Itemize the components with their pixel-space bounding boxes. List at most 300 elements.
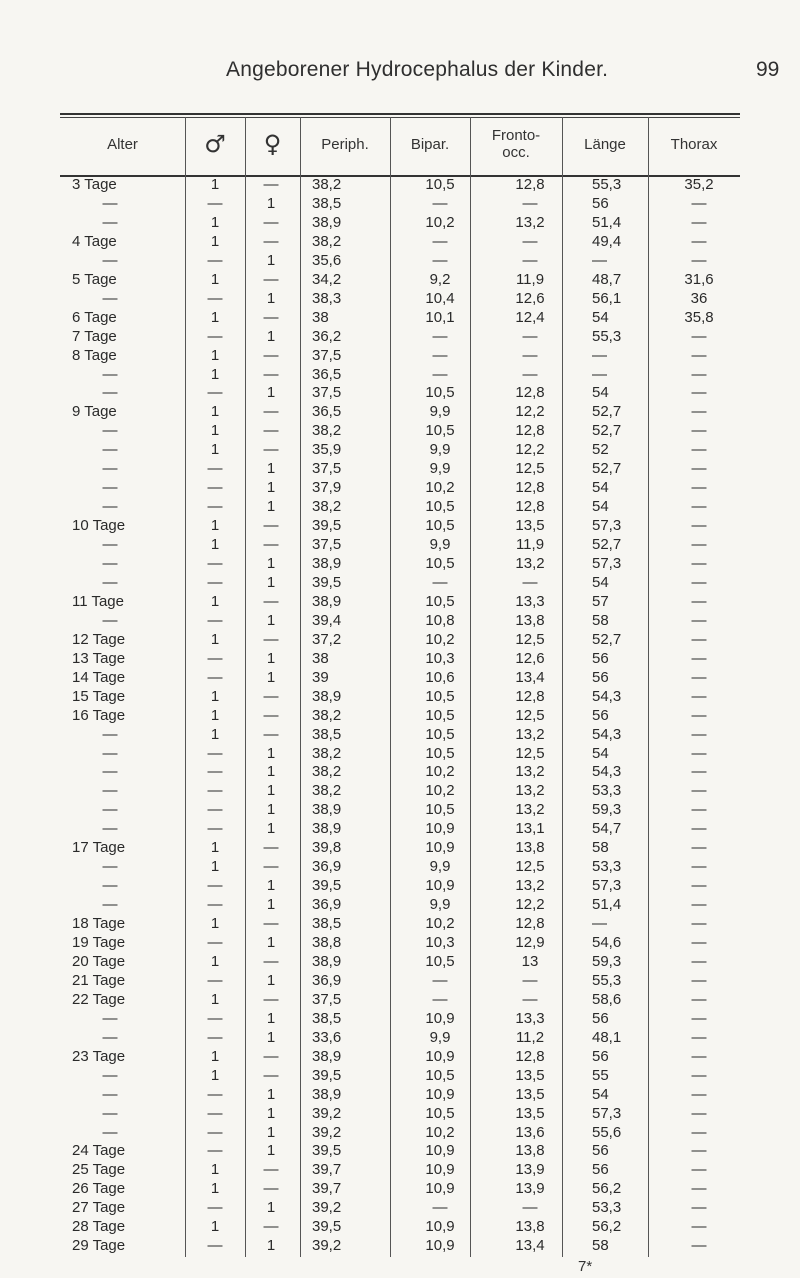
cell-bipar: 10,5 [425, 592, 455, 610]
header-laenge: Länge [584, 135, 626, 153]
cell-male: — [207, 934, 223, 951]
cell-age [60, 385, 160, 401]
cell-thorax: — [691, 365, 707, 383]
cell-bipar: 10,9 [425, 839, 455, 857]
age-label: — [102, 744, 118, 762]
cell-bipar: — [432, 990, 448, 1008]
cell-fronto-occ: 12,5 [515, 858, 545, 876]
cell-periph: 39,5 [312, 1218, 342, 1236]
cell-periph: 38 [312, 308, 329, 326]
cell-bipar: — [432, 573, 448, 591]
cell-fronto-occ: — [522, 346, 538, 364]
cell-female: 1 [266, 763, 276, 781]
cell-age [60, 840, 160, 856]
age-label: — [102, 611, 118, 629]
cell-bipar: 10,5 [425, 687, 455, 705]
cell-periph: 37,5 [312, 346, 342, 364]
age-label: 24 Tage [72, 1142, 126, 1160]
cell-thorax: — [691, 1237, 707, 1255]
cell-male: — [207, 384, 223, 402]
cell-thorax: — [691, 1180, 707, 1198]
cell-thorax: — [691, 536, 707, 554]
signature-mark: 7* [578, 1258, 593, 1275]
age-label: — [102, 858, 118, 876]
age-label: 16 Tage [72, 706, 126, 724]
table-row [60, 878, 740, 894]
cell-female: 1 [266, 1104, 276, 1122]
age-label: 20 Tage [72, 952, 126, 970]
cell-fronto-occ: 13,9 [515, 1180, 545, 1198]
cell-fronto-occ: 12,5 [515, 460, 545, 478]
cell-periph: 37,2 [312, 630, 342, 648]
cell-laenge: 55,3 [592, 971, 622, 989]
cell-periph: 37,9 [312, 479, 342, 497]
table-row [60, 1106, 740, 1122]
age-label: — [102, 555, 118, 572]
cell-fronto-occ: — [522, 365, 538, 383]
cell-thorax: — [691, 971, 707, 989]
cell-male: 1 [210, 346, 220, 364]
cell-thorax: — [691, 384, 707, 402]
cell-periph: 38,8 [312, 934, 342, 951]
cell-thorax: — [691, 1123, 707, 1141]
cell-female: — [263, 592, 279, 610]
age-label: 9 Tage [72, 403, 117, 421]
age-label: 11 Tage [72, 592, 124, 610]
cell-female: 1 [266, 251, 276, 269]
cell-male: — [207, 1028, 223, 1046]
cell-thorax: 35,8 [684, 308, 714, 326]
cell-thorax: — [691, 1218, 707, 1236]
cell-periph: 35,9 [312, 441, 342, 459]
table-row [60, 329, 740, 345]
cell-thorax: — [691, 649, 707, 667]
cell-male: — [207, 1009, 223, 1027]
table-row [60, 537, 740, 553]
cell-male: 1 [210, 232, 220, 250]
cell-periph: 39,5 [312, 1142, 342, 1160]
table-row [60, 670, 740, 686]
cell-fronto-occ: 12,8 [515, 384, 545, 402]
cell-fronto-occ: — [522, 327, 538, 345]
cell-fronto-occ: 13,8 [515, 1142, 545, 1160]
cell-laenge: 48,1 [592, 1028, 622, 1046]
cell-female: 1 [266, 801, 276, 819]
cell-female: 1 [266, 194, 276, 212]
age-label: — [102, 763, 118, 781]
age-label: — [102, 384, 118, 402]
cell-female: 1 [266, 934, 276, 951]
cell-female: 1 [266, 1237, 276, 1255]
cell-age [60, 272, 160, 288]
table-row [60, 1219, 740, 1235]
cell-periph: 39,7 [312, 1161, 342, 1179]
cell-male: — [207, 649, 223, 667]
cell-fronto-occ: 12,8 [515, 915, 545, 933]
cell-periph: 35,6 [312, 251, 342, 269]
cell-thorax: — [691, 1066, 707, 1084]
cell-age [60, 802, 160, 818]
age-label: 13 Tage [72, 649, 126, 667]
age-label: — [102, 725, 118, 743]
cell-bipar: 10,5 [425, 801, 455, 819]
age-label: — [102, 1085, 118, 1103]
cell-age [60, 992, 160, 1008]
cell-thorax: — [691, 403, 707, 421]
cell-male: 1 [210, 725, 220, 743]
cell-age [60, 442, 160, 458]
cell-male: — [207, 327, 223, 345]
age-label: 17 Tage [72, 839, 126, 857]
cell-laenge: 57,3 [592, 517, 622, 535]
cell-age [60, 329, 160, 345]
table-row [60, 651, 740, 667]
cell-female: 1 [266, 744, 276, 762]
cell-fronto-occ: — [522, 990, 538, 1008]
cell-laenge: 49,4 [592, 232, 622, 250]
cell-female: — [263, 1218, 279, 1236]
cell-fronto-occ: 13,5 [515, 1066, 545, 1084]
cell-male: — [207, 1199, 223, 1217]
cell-male: — [207, 1085, 223, 1103]
age-label: 29 Tage [72, 1237, 126, 1255]
cell-male: — [207, 668, 223, 686]
cell-thorax: — [691, 744, 707, 762]
cell-female: 1 [266, 971, 276, 989]
cell-thorax: — [691, 1028, 707, 1046]
cell-thorax: 36 [690, 289, 708, 307]
cell-fronto-occ: — [522, 971, 538, 989]
cell-fronto-occ: 12,5 [515, 744, 545, 762]
cell-bipar: 10,1 [425, 308, 455, 326]
cell-laenge: 54 [592, 1085, 609, 1103]
cell-thorax: — [691, 611, 707, 629]
table-row [60, 499, 740, 515]
cell-bipar: 10,5 [425, 706, 455, 724]
cell-female: 1 [266, 384, 276, 402]
cell-periph: 38,9 [312, 592, 342, 610]
cell-male: — [207, 763, 223, 781]
cell-age [60, 575, 160, 591]
cell-male: — [207, 251, 223, 269]
cell-laenge: 58,6 [592, 990, 622, 1008]
cell-male: — [207, 820, 223, 838]
cell-bipar: 10,9 [425, 1161, 455, 1179]
cell-periph: 37,5 [312, 536, 342, 554]
cell-laenge: 52,7 [592, 630, 622, 648]
cell-laenge: 55,3 [592, 327, 622, 345]
age-label: — [102, 498, 118, 516]
age-label: 3 Tage [72, 176, 117, 193]
cell-laenge: 54 [592, 479, 609, 497]
cell-age [60, 746, 160, 762]
cell-age [60, 859, 160, 875]
cell-age [60, 518, 160, 534]
cell-male: — [207, 877, 223, 895]
cell-laenge: 56 [592, 706, 609, 724]
cell-bipar: — [432, 327, 448, 345]
cell-male: — [207, 801, 223, 819]
cell-laenge: 58 [592, 839, 609, 857]
cell-bipar: 10,2 [425, 630, 455, 648]
cell-fronto-occ: 13,2 [515, 725, 545, 743]
table-row [60, 385, 740, 401]
cell-age [60, 783, 160, 799]
cell-thorax: — [691, 915, 707, 933]
cell-male: — [207, 1123, 223, 1141]
cell-thorax: — [691, 346, 707, 364]
cell-laenge: 54,3 [592, 725, 622, 743]
page-header [0, 0, 800, 100]
cell-female: 1 [266, 289, 276, 307]
cell-thorax: — [691, 1009, 707, 1027]
cell-bipar: 9,9 [429, 403, 451, 421]
cell-periph: 37,5 [312, 460, 342, 478]
cell-periph: 37,5 [312, 384, 342, 402]
cell-fronto-occ: — [522, 1199, 538, 1217]
table-row [60, 404, 740, 420]
cell-laenge: 56,1 [592, 289, 622, 307]
table-row [60, 480, 740, 496]
cell-fronto-occ: 13,5 [515, 1104, 545, 1122]
cell-bipar: — [432, 251, 448, 269]
header-female: ♀ [263, 129, 282, 158]
table-row [60, 783, 740, 799]
cell-periph: 38,2 [312, 422, 342, 440]
cell-bipar: 9,2 [429, 270, 451, 288]
cell-male: 1 [210, 422, 220, 440]
header-thorax: Thorax [670, 135, 718, 153]
table-row [60, 556, 740, 572]
cell-male: 1 [210, 915, 220, 933]
cell-male: — [207, 1104, 223, 1122]
cell-laenge: 54 [592, 573, 609, 591]
cell-fronto-occ: 13,1 [515, 820, 545, 838]
cell-female: 1 [266, 460, 276, 478]
age-label: — [102, 194, 118, 212]
cell-age [60, 670, 160, 686]
table-row [60, 1011, 740, 1027]
table-row [60, 821, 740, 837]
cell-periph: 36,9 [312, 858, 342, 876]
cell-bipar: 10,9 [425, 1237, 455, 1255]
cell-fronto-occ: — [522, 232, 538, 250]
cell-periph: 38,2 [312, 744, 342, 762]
cell-thorax: — [691, 555, 707, 572]
cell-bipar: 10,5 [425, 517, 455, 535]
age-label: — [102, 251, 118, 269]
table-row [60, 727, 740, 743]
cell-female: — [263, 176, 279, 193]
cell-laenge: 53,3 [592, 1199, 622, 1217]
cell-fronto-occ: — [522, 251, 538, 269]
cell-bipar: 10,9 [425, 1047, 455, 1065]
cell-laenge: 53,3 [592, 858, 622, 876]
cell-age [60, 821, 160, 837]
cell-age [60, 897, 160, 913]
table-row [60, 859, 740, 875]
cell-fronto-occ: 13,8 [515, 839, 545, 857]
cell-thorax: — [691, 952, 707, 970]
cell-age [60, 423, 160, 439]
table-header [60, 113, 740, 175]
table-row [60, 897, 740, 913]
cell-laenge: 55,3 [592, 176, 622, 193]
cell-age [60, 1049, 160, 1065]
cell-periph: 39,5 [312, 517, 342, 535]
cell-female: — [263, 706, 279, 724]
cell-periph: 38,3 [312, 289, 342, 307]
cell-fronto-occ: 12,8 [515, 176, 545, 193]
cell-male: 1 [210, 1161, 220, 1179]
table-row [60, 840, 740, 856]
cell-thorax: 31,6 [684, 270, 714, 288]
cell-thorax: — [691, 1085, 707, 1103]
cell-thorax: — [691, 630, 707, 648]
table-row [60, 916, 740, 932]
cell-periph: 38,5 [312, 915, 342, 933]
cell-bipar: 10,9 [425, 877, 455, 895]
cell-fronto-occ: 12,8 [515, 1047, 545, 1065]
table-row [60, 1143, 740, 1159]
cell-female: 1 [266, 1009, 276, 1027]
cell-thorax: — [691, 801, 707, 819]
cell-periph: 38,5 [312, 1009, 342, 1027]
age-label: — [102, 422, 118, 440]
cell-male: 1 [210, 687, 220, 705]
cell-male: 1 [210, 403, 220, 421]
cell-male: 1 [210, 1180, 220, 1198]
table-row [60, 1125, 740, 1141]
cell-fronto-occ: 13,4 [515, 668, 545, 686]
header-fronto-line2: occ. [502, 144, 530, 161]
cell-fronto-occ: 13,5 [515, 517, 545, 535]
cell-male: — [207, 1237, 223, 1255]
cell-thorax: — [691, 668, 707, 686]
cell-fronto-occ: 12,4 [515, 308, 545, 326]
cell-laenge: 57,3 [592, 555, 622, 572]
cell-laenge: 54,7 [592, 820, 622, 838]
table-row [60, 234, 740, 250]
table-row [60, 291, 740, 307]
age-label: — [102, 365, 118, 383]
cell-thorax: — [691, 441, 707, 459]
cell-fronto-occ: 12,2 [515, 896, 545, 914]
cell-bipar: 10,3 [425, 934, 455, 951]
cell-female: — [263, 308, 279, 326]
cell-fronto-occ: 13,2 [515, 763, 545, 781]
cell-thorax: — [691, 839, 707, 857]
cell-fronto-occ: 12,8 [515, 479, 545, 497]
cell-age [60, 1106, 160, 1122]
cell-laenge: 59,3 [592, 801, 622, 819]
cell-fronto-occ: 12,5 [515, 630, 545, 648]
age-label: — [102, 213, 118, 231]
cell-female: — [263, 536, 279, 554]
cell-bipar: 9,9 [429, 460, 451, 478]
table-row [60, 1200, 740, 1216]
cell-age [60, 234, 160, 250]
cell-thorax: — [691, 763, 707, 781]
age-label: 4 Tage [72, 232, 117, 250]
cell-periph: 36,5 [312, 403, 342, 421]
cell-bipar: 10,2 [425, 763, 455, 781]
cell-age [60, 480, 160, 496]
cell-bipar: 10,2 [425, 1123, 455, 1141]
age-label: 23 Tage [72, 1047, 126, 1065]
table-row [60, 367, 740, 383]
cell-bipar: — [432, 365, 448, 383]
cell-fronto-occ: 13,6 [515, 1123, 545, 1141]
cell-age [60, 310, 160, 326]
cell-age [60, 973, 160, 989]
cell-bipar: 10,9 [425, 1009, 455, 1027]
cell-age [60, 916, 160, 932]
age-label: 22 Tage [72, 990, 126, 1008]
cell-bipar: — [432, 971, 448, 989]
age-label: 10 Tage [72, 517, 126, 535]
cell-laenge: 57,3 [592, 877, 622, 895]
cell-bipar: — [432, 1199, 448, 1217]
cell-laenge: 56 [592, 1009, 609, 1027]
cell-periph: 38,9 [312, 213, 342, 231]
cell-female: — [263, 270, 279, 288]
cell-male: 1 [210, 630, 220, 648]
age-label: 15 Tage [72, 687, 126, 705]
cell-thorax: — [691, 479, 707, 497]
cell-periph: 38,9 [312, 820, 342, 838]
cell-laenge: 56 [592, 668, 609, 686]
cell-male: 1 [210, 706, 220, 724]
cell-male: — [207, 460, 223, 478]
cell-periph: 34,2 [312, 270, 342, 288]
table-row [60, 442, 740, 458]
cell-periph: 36,9 [312, 971, 342, 989]
table-row [60, 1162, 740, 1178]
cell-female: — [263, 1180, 279, 1198]
cell-bipar: 9,9 [429, 896, 451, 914]
cell-thorax: — [691, 877, 707, 895]
cell-thorax: — [691, 573, 707, 591]
cell-thorax: — [691, 251, 707, 269]
cell-laenge: — [592, 365, 607, 383]
cell-periph: 38,5 [312, 725, 342, 743]
age-label: — [102, 441, 118, 459]
cell-male: 1 [210, 1218, 220, 1236]
age-label: — [102, 782, 118, 800]
age-label: 8 Tage [72, 346, 117, 364]
table-row [60, 1068, 740, 1084]
cell-age [60, 1087, 160, 1103]
cell-age [60, 1181, 160, 1197]
cell-age [60, 1068, 160, 1084]
cell-fronto-occ: 13,5 [515, 1085, 545, 1103]
cell-male: — [207, 611, 223, 629]
age-label: — [102, 820, 118, 838]
cell-bipar: 10,5 [425, 1104, 455, 1122]
cell-thorax: — [691, 498, 707, 516]
cell-female: 1 [266, 611, 276, 629]
cell-bipar: — [432, 194, 448, 212]
cell-fronto-occ: 13,8 [515, 611, 545, 629]
age-label: 25 Tage [72, 1161, 126, 1179]
cell-bipar: 10,5 [425, 725, 455, 743]
age-label: — [102, 1123, 118, 1141]
age-label: — [102, 536, 118, 554]
cell-age [60, 367, 160, 383]
table-row [60, 613, 740, 629]
cell-age [60, 1030, 160, 1046]
